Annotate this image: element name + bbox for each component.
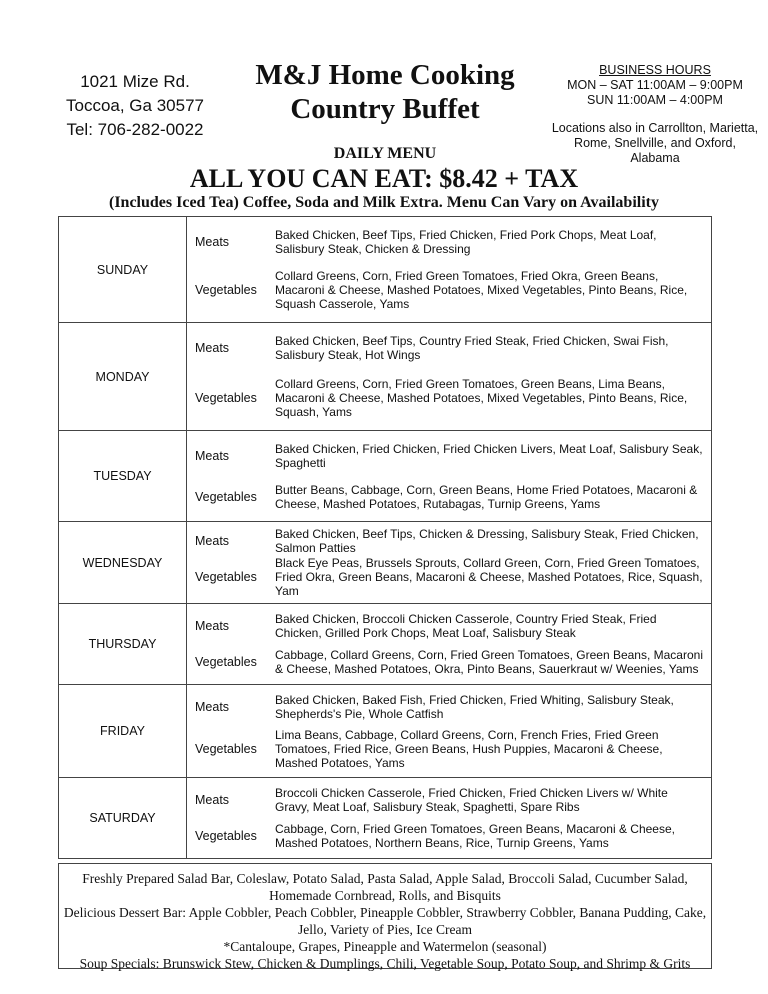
vegetables-label: Vegetables <box>195 570 257 585</box>
business-hours <box>550 63 760 108</box>
day-items <box>187 323 711 430</box>
vegetables-label: Vegetables <box>195 741 257 756</box>
meats-list: Baked Chicken, Broccoli Chicken Casserole, Country Fried Steak, Fried Chicken, Grilled Pork Chops, Meat Loaf, Salisbury Steak <box>275 612 657 640</box>
street: 1021 Mize Rd. <box>80 72 190 91</box>
soup-specials: Soup Specials: Brunswick Stew, Chicken & Dumplings, Chili, Vegetable Soup, Potato Soup, and Shrimp & Grits <box>79 956 691 971</box>
day-name: MONDAY <box>59 323 187 430</box>
address-block <box>55 70 215 142</box>
vegetables-row <box>187 648 711 676</box>
vegetables-row <box>187 556 711 598</box>
vegetables-label: Vegetables <box>195 489 257 504</box>
day-row-tuesday <box>59 431 711 522</box>
locations: Locations also in Carrollton, Marietta, Rome, Snellville, and Oxford, Alabama <box>551 121 759 165</box>
meats-row <box>187 693 711 721</box>
day-name: SATURDAY <box>59 778 187 858</box>
daily-menu-heading: DAILY MENU <box>333 145 437 162</box>
meats-row <box>187 442 711 470</box>
includes-note: (Includes Iced Tea) Coffee, Soda and Milk Extra. Menu Can Vary on Availability <box>109 194 659 211</box>
day-row-saturday <box>59 778 711 858</box>
meats-label: Meats <box>195 619 230 633</box>
hours-sunday: SUN 11:00AM – 4:00PM <box>587 93 723 107</box>
phone: Tel: 706-282-0022 <box>66 120 204 139</box>
day-row-wednesday <box>59 522 711 604</box>
meats-label: Meats <box>195 448 230 463</box>
title-line-2: Country Buffet <box>290 93 480 125</box>
day-row-friday <box>59 685 711 778</box>
meats-list: Baked Chicken, Beef Tips, Country Fried Steak, Fried Chicken, Swai Fish, Salisbury Steak, Hot Wings <box>275 334 669 363</box>
day-items <box>187 685 711 777</box>
meats-label: Meats <box>195 533 230 548</box>
day-name: WEDNESDAY <box>59 522 187 603</box>
vegetables-list: Cabbage, Collard Greens, Corn, Fried Green Tomatoes, Green Beans, Macaroni & Cheese, Mashed Potatoes, Okra, Pinto Beans, Sauerkraut w/ Weenies, Yams <box>275 648 703 676</box>
meats-list: Baked Chicken, Baked Fish, Fried Chicken, Fried Whiting, Salisbury Steak, Shepherds's Pie, Whole Catfish <box>275 692 674 721</box>
vegetables-list: Cabbage, Corn, Fried Green Tomatoes, Green Beans, Macaroni & Cheese, Mashed Potatoes, Northern Beans, Rice, Turnip Greens, Yams <box>275 822 675 850</box>
title-line-1: M&J Home Cooking <box>255 59 515 91</box>
vegetables-row <box>187 822 711 850</box>
day-items <box>187 604 711 684</box>
city: Toccoa, Ga 30577 <box>66 96 204 115</box>
meats-list: Baked Chicken, Beef Tips, Fried Chicken, Fried Pork Chops, Meat Loaf, Salisbury Steak, Chicken & Dressing <box>275 227 657 256</box>
salad-bar: Freshly Prepared Salad Bar, Coleslaw, Potato Salad, Pasta Salad, Apple Salad, Broccoli Salad, Cucumber Salad, Homemade Cornbread, Rolls, and Bisquits <box>82 871 688 903</box>
vegetables-list: Collard Greens, Corn, Fried Green Tomatoes, Green Beans, Lima Beans, Macaroni & Cheese, Mashed Potatoes, Mixed Vegetables, Pinto Beans, Rice, Squash, Yams <box>275 376 688 419</box>
price-heading: ALL YOU CAN EAT: $8.42 + TAX <box>189 164 579 193</box>
meats-row <box>187 786 711 814</box>
meats-list: Broccoli Chicken Casserole, Fried Chicken, Fried Chicken Livers w/ White Gravy, Meat Loaf, Salisbury Steak, Spaghetti, Spare Ribs <box>275 786 668 814</box>
seasonal-fruit: *Cantaloupe, Grapes, Pineapple and Watermelon (seasonal) <box>223 939 547 954</box>
vegetables-row <box>187 269 711 311</box>
day-name: SUNDAY <box>59 217 187 322</box>
vegetables-label: Vegetables <box>195 283 257 298</box>
vegetables-row <box>187 728 711 770</box>
day-row-monday <box>59 323 711 431</box>
day-items <box>187 522 711 603</box>
meats-row <box>187 228 711 256</box>
vegetables-list: Collard Greens, Corn, Fried Green Tomatoes, Fried Okra, Green Beans, Macaroni & Cheese, Mashed Potatoes, Mixed Vegetables, Pinto Beans, Rice, Squash Casserole, Yams <box>275 269 688 312</box>
vegetables-list: Butter Beans, Cabbage, Corn, Green Beans, Home Fried Potatoes, Macaroni & Cheese, Mashed Potatoes, Rutabagas, Turnip Greens, Yams <box>275 482 698 511</box>
hours-weekday: MON – SAT 11:00AM – 9:00PM <box>567 78 743 92</box>
day-name: THURSDAY <box>59 604 187 684</box>
meats-row <box>187 612 711 640</box>
day-name: TUESDAY <box>59 431 187 521</box>
vegetables-label: Vegetables <box>195 655 257 669</box>
hours-heading: BUSINESS HOURS <box>599 63 711 77</box>
vegetables-row <box>187 483 711 511</box>
vegetables-list: Black Eye Peas, Brussels Sprouts, Collard Green, Corn, Fried Green Tomatoes, Fried Okra, Green Beans, Macaroni & Cheese, Mashed Potatoes, Rice, Squash, Yam <box>275 556 703 599</box>
meats-label: Meats <box>195 234 230 249</box>
vegetables-label: Vegetables <box>195 829 257 843</box>
restaurant-title <box>230 58 540 126</box>
meats-list: Baked Chicken, Beef Tips, Chicken & Dressing, Salisbury Steak, Fried Chicken, Salmon Patties <box>275 526 699 555</box>
meats-row <box>187 527 711 555</box>
vegetables-label: Vegetables <box>195 390 257 405</box>
vegetables-list: Lima Beans, Cabbage, Collard Greens, Corn, French Fries, Fried Green Tomatoes, Fried Rice, Green Beans, Hush Puppies, Macaroni & Cheese, Mashed Potatoes, Yams <box>275 727 663 770</box>
meats-list: Baked Chicken, Fried Chicken, Fried Chicken Livers, Meat Loaf, Salisbury Seak, Spaghetti <box>275 441 703 470</box>
vegetables-row <box>187 377 711 419</box>
day-items <box>187 217 711 322</box>
day-items <box>187 431 711 521</box>
day-row-thursday <box>59 604 711 685</box>
meats-label: Meats <box>195 699 230 714</box>
meats-row <box>187 334 711 362</box>
day-items <box>187 778 711 858</box>
menu-table <box>58 216 712 859</box>
day-row-sunday <box>59 217 711 323</box>
meats-label: Meats <box>195 793 230 807</box>
dessert-bar: Delicious Dessert Bar: Apple Cobbler, Peach Cobbler, Pineapple Cobbler, Strawberry Cobbler, Banana Pudding, Cake, Jello, Variety of Pies, Ice Cream <box>63 905 707 937</box>
footer-box <box>58 863 712 969</box>
day-name: FRIDAY <box>59 685 187 777</box>
meats-label: Meats <box>195 341 230 356</box>
